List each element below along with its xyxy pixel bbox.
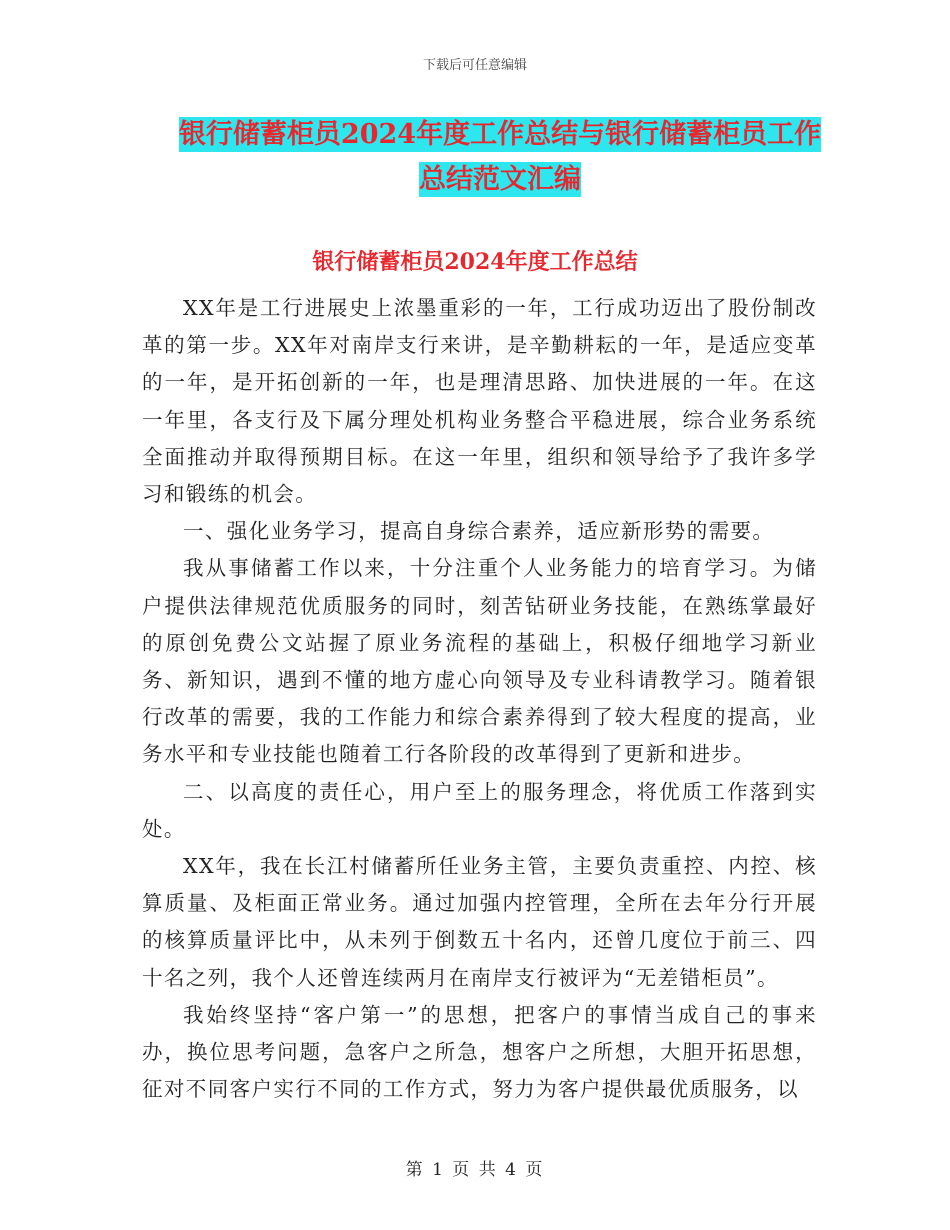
body-paragraph: 我从事储蓄工作以来，十分注重个人业务能力的培育学习。为储户提供法律规范优质服务的同时，刻苦钻研业务技能，在熟练掌最好的原创免费公文站握了原业务流程的基础上，积极仔细地学习新业务、新知识，遇到不懂的地方虚心向领导及专业科请教学习。随着银行改革的需要，我的工作能力和综合素养得到了较大程度的提高，业务水平和专业技能也随着工行各阶段的改革得到了更新和进步。 (142, 556, 817, 767)
body-paragraph: XX年是工行进展史上浓墨重彩的一年，工行成功迈出了股份制改革的第一步。XX年对南岸支行来讲，是辛勤耕耘的一年，是适应变革的一年，是开拓创新的一年，也是理清思路、加快进展的一年。在这一年里，各支行及下属分理处机构业务整合平稳进展，综合业务系统全面推动并取得预期目标。在这一年里，组织和领导给予了我许多学习和锻练的机会。 (142, 296, 817, 507)
section-title: 银行储蓄柜员2024年度工作总结 (312, 249, 638, 275)
document-title-line-1: 银行储蓄柜员2024年度工作总结与银行储蓄柜员工作 (178, 119, 822, 150)
header-note: 下载后可任意编辑 (422, 58, 527, 73)
document-title-line-2: 总结范文汇编 (419, 164, 581, 195)
document-title (150, 112, 850, 202)
body-paragraph: 我始终坚持“客户第一”的思想，把客户的事情当成自己的事来办，换位思考问题，急客户之所急，想客户之所想，大胆开拓思想，征对不同客户实行不同的工作方式，努力为客户提供最优质服务，以 (142, 1002, 817, 1102)
body-paragraph: 一、强化业务学习，提高自身综合素养，适应新形势的需要。 (183, 519, 775, 544)
page-number: 第 1 页 共 4 页 (405, 1160, 545, 1180)
document-body (142, 290, 817, 1108)
body-paragraph: 二、以高度的责任心，用户至上的服务理念，将优质工作落到实处。 (142, 779, 817, 841)
body-paragraph: XX年，我在长江村储蓄所任业务主管，主要负责重控、内控、核算质量、及柜面正常业务。通过加强内控管理，全所在去年分行开展的核算质量评比中，从未列于倒数五十名内，还曾几度位于前三、四十名之列，我个人还曾连续两月在南岸支行被评为“无差错柜员”。 (142, 854, 817, 990)
